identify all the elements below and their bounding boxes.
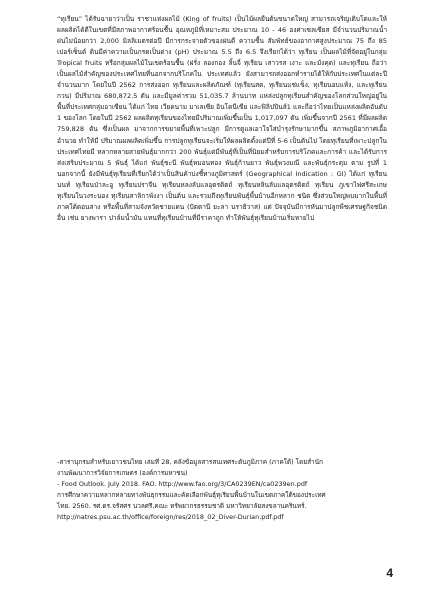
main-text-block (57, 14, 387, 224)
reference-line: http://natres.psu.ac.th/office/foreign/res/2018_02_Diver-Durian.pdf.pdf (57, 513, 284, 522)
reference-line: ไทย. 2560. รศ.ดร.จรัสศร นวลศรี,คณะ ทรัพยากรธรรมชาติ มหาวิทยาลัยสงขลานครินทร์. (57, 502, 307, 511)
references-block (57, 457, 392, 524)
reference-line: การศึกษาความหลากหลายทางพันธุกรรมและคัดเลือกพันธุ์ทุเรียนพื้นบ้านในเขตภาคใต้ของประเทศ (57, 491, 326, 500)
reference-line: -สารานุกรมสำหรับเยาวชนไทย เล่มที่ 28, คลังข้อมูลสารสนเทศระดับภูมิภาค (ภาคใต้) โดยสำนัก (57, 458, 323, 466)
page-number: 4 (386, 566, 393, 580)
reference-line: - Food Outlook. July 2018. FAO. http://www.fao.org/3/CA0239EN/ca0239en.pdf (57, 480, 308, 489)
reference-line: งานพัฒนาการวิจัยการเกษตร (องค์การมหาชน) (57, 469, 188, 478)
body-paragraph: “ทุเรียน” ได้รับฉายาว่าเป็น ราชาแห่งผลไม้ (King of fruits) เป็นไม้ผลยืนต้นขนาดใหญ่ สามารถเจริญเติบโตและให้ผลผลิตได้ดีในเขตที่มีสภาพอากาศร้อนชื้น อุณหภูมิที่เหมาะสม ประมาณ 10 - 46 องศาเซลเซียส มีจำนวนปริมาณน้ำฝนไม่น้อยกว่า 2,000 มิลลิเมตรต่อปี มีการกระจายตัวของฝนดี ความชื้น สัมพัทธ์ของอากาศสูงประมาณ 75 ถึง 85 เปอร์เซ็นต์ ดินมีค่าความเป็นกรดเป็นด่าง (pH) ประมาณ 5.5 ถึง 6.5 จึงเรียกได้ว่า ทุเรียน เป็นผลไม้ที่จัดอยู่ในกลุ่ม Tropical fruits หรือกลุ่มผลไม้ในเขตร้อนชื้น (ฝรั่ง ลองกอง ลิ้นจี่ ทุเรียน เสาวรส เงาะ และมังคุด) และทุเรียน ถือว่าเป็นผลไม้สำคัญของประเทศไทยที่นอกจากบริโภคใน ประเทศแล้ว ยังสามารถส่งออกทำรายได้ให้กับประเทศในแต่ละปีจำนวนมาก โดยในปี 2562 การส่งออก ทุเรียนและผลิตภัณฑ์ (ทุเรียนสด, ทุเรียนแช่แข็ง, ทุเรียนอบแห้ง, และทุเรียนกวน) มีปริมาณ 680,872.5 ตัน และมีมูลค่ารวม 51,035.7 ล้านบาท แหล่งปลูกทุเรียนสำคัญของโลกส่วนใหญ่อยู่ในพื้นที่ประเทศกลุ่มอาเซียน ได้แก่ ไทย เวียดนาม มาเลเซีย อินโดนีเซีย และฟิลิปปินส์1 และถือว่าไทยเป็นแหล่งผลิตอันดับ 1 ของโลก โดยในปี 2562 ผลผลิตทุเรียนของไทยมีปริมาณเพิ่มขึ้นเป็น 1,017,097 ตัน เพิ่มขึ้นจากปี 2561 ที่มีผลผลิต 759,828 ตัน ซึ่งเป็นผล มาจากการขยายพื้นที่เพาะปลูก มีการดูแลเอาใจใส่บำรุงรักษามากขึ้น สภาพภูมิอากาศเอื้ออำนวย ทำให้มี ปริมาณผลผลิตเพิ่มขึ้น การปลูกทุเรียนจะเริ่มให้ผลผลิตตั้งแต่ปีที่ 5-6 เป็นต้นไป โดยทุเรียนที่เพาะปลูกในประเทศไทยมี หลากหลายสายพันธุ์มากกว่า 200 พันธุ์แต่มีพันธุ์ที่เป็นที่นิยมสำหรับการบริโภคและการค้า และได้รับการ ส่งเสริมประมาณ 5 พันธุ์ ได้แก่ พันธุ์ชะนี พันธุ์หมอนทอง พันธุ์ก้านยาว พันธุ์พวงมณี และพันธุ์กระดุม ตาม รูปที่ 1 นอกจากนี้ ยังมีพันธุ์ทุเรียนที่เรียกได้ว่าเป็นสินค้าบ่งชี้ทางภูมิศาสตร์ (Geographical Indication : GI) ได้แก่ ทุเรียนนนท์ ทุเรียนป่าละอู ทุเรียนปราจีน ทุเรียนหลงลับแลอุตรดิตถ์ ทุเรียนหลินลับแลอุตรดิตถ์ ทุเรียน ภูเขาไฟศรีสะเกษ ทุเรียนในวงระนอง ทุเรียนสาลิกาพังงา เป็นต้น และรวมถึงทุเรียนพันธุ์พื้นบ้านอีกหลาก ชนิด ซึ่งส่วนใหญ่พบมากในพื้นที่ภาคใต้ตอนล่าง หรือพื้นที่สามจังหวัดชายแดน (ปัตตานี ยะลา นราธิวาส) แต่ ปัจจุบันมีการหันมาปลูกพืชเศรษฐกิจชนิดอื่น เช่น ยางพารา ปาล์มน้ำมัน แทนที่ทุเรียนบ้านที่มีราคาถูก ทำให้พันธุ์ทุเรียนบ้านเริ่มหายไป (57, 15, 387, 222)
